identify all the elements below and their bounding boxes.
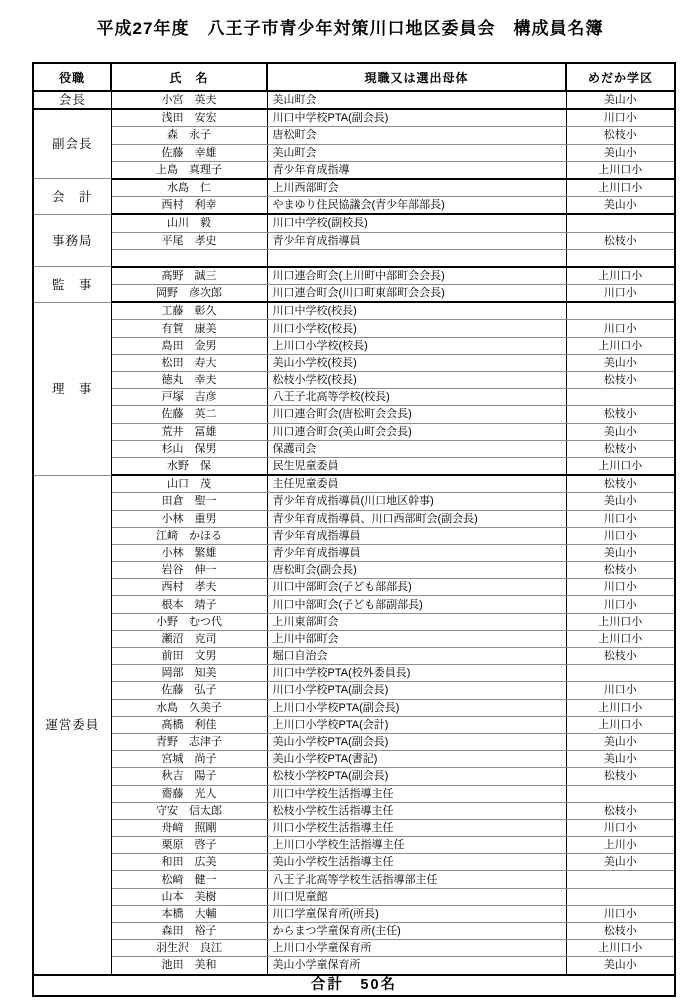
table-row [33, 214, 675, 232]
table-row [33, 940, 675, 957]
table-row [33, 232, 675, 249]
table-header [33, 63, 675, 91]
district-cell: 松枝小 [566, 406, 675, 423]
org-cell: 主任児童委員 [267, 475, 566, 493]
org-cell: 青少年育成指導 [267, 161, 566, 179]
org-cell: 松枝小学校(校長) [267, 372, 566, 389]
org-cell: 唐松町会 [267, 127, 566, 144]
table-row [33, 682, 675, 699]
district-cell: 美山小 [566, 751, 675, 768]
district-cell: 上川口小 [566, 337, 675, 354]
district-cell: 上川口小 [566, 940, 675, 957]
district-cell: 川口小 [566, 682, 675, 699]
table-row [33, 389, 675, 406]
name-cell: 岩谷 伸一 [111, 562, 267, 579]
table-row [33, 888, 675, 905]
district-cell: 川口小 [566, 285, 675, 303]
district-cell: 美山小 [566, 354, 675, 371]
org-cell: 青少年育成指導員、川口西部町会(副会長) [267, 510, 566, 527]
table-row [33, 596, 675, 613]
name-cell: 守安 信太郎 [111, 802, 267, 819]
name-cell: 島田 金男 [111, 337, 267, 354]
district-cell: 美山小 [566, 957, 675, 975]
name-cell: 杉山 保男 [111, 440, 267, 457]
table-row [33, 457, 675, 475]
name-cell: 佐藤 弘子 [111, 682, 267, 699]
table-row [33, 613, 675, 630]
district-cell: 上川口小 [566, 179, 675, 197]
district-cell: 川口小 [566, 596, 675, 613]
table-row [33, 648, 675, 665]
header-row [33, 63, 675, 91]
table-row [33, 871, 675, 888]
district-cell: 川口小 [566, 320, 675, 337]
name-cell: 山口 茂 [111, 475, 267, 493]
role-cell: 運営委員 [33, 475, 111, 974]
name-cell: 戸塚 吉彦 [111, 389, 267, 406]
table-row [33, 544, 675, 561]
org-cell: 川口中学校PTA(副会長) [267, 109, 566, 127]
table-row [33, 837, 675, 854]
district-cell [566, 665, 675, 682]
table-row [33, 372, 675, 389]
name-cell: 荒井 冨雄 [111, 423, 267, 440]
table-footer [33, 975, 675, 996]
district-cell: 美山小 [566, 493, 675, 510]
table-row [33, 144, 675, 161]
name-cell: 工藤 彰久 [111, 302, 267, 320]
table-row [33, 320, 675, 337]
org-cell: 青少年育成指導員 [267, 544, 566, 561]
org-cell: 川口中部町会(子ども部副部長) [267, 596, 566, 613]
district-cell: 上川小 [566, 837, 675, 854]
district-cell: 川口小 [566, 510, 675, 527]
role-cell: 理 事 [33, 302, 111, 475]
district-cell [566, 785, 675, 802]
org-cell: 松枝小学校生活指導主任 [267, 802, 566, 819]
table-row [33, 802, 675, 819]
district-cell [566, 888, 675, 905]
header-role: 役職 [33, 63, 111, 91]
name-cell: 瀬沼 克司 [111, 630, 267, 647]
name-cell: 森田 裕子 [111, 923, 267, 940]
district-cell [566, 214, 675, 232]
district-cell: 松枝小 [566, 562, 675, 579]
org-cell: 上川口小学校PTA(副会長) [267, 699, 566, 716]
district-cell: 上川口小 [566, 699, 675, 716]
org-cell: 川口連合町会(唐松町会会長) [267, 406, 566, 423]
name-cell: 前田 文男 [111, 648, 267, 665]
district-cell: 松枝小 [566, 475, 675, 493]
table-row [33, 579, 675, 596]
total-label: 合計 50名 [33, 975, 675, 996]
name-cell: 平尾 孝史 [111, 232, 267, 249]
district-cell: 上川口小 [566, 613, 675, 630]
name-cell: 小林 繁雄 [111, 544, 267, 561]
district-cell: 松枝小 [566, 372, 675, 389]
org-cell: 美山小学校PTA(副会長) [267, 733, 566, 750]
district-cell: 上川口小 [566, 161, 675, 179]
org-cell: 保護司会 [267, 440, 566, 457]
name-cell: 秋吉 陽子 [111, 768, 267, 785]
table-row [33, 923, 675, 940]
table-row [33, 751, 675, 768]
table-row [33, 510, 675, 527]
district-cell: 上川口小 [566, 630, 675, 647]
district-cell: 美山小 [566, 854, 675, 871]
org-cell: 八王子北高等学校生活指導部主任 [267, 871, 566, 888]
district-cell: 上川口小 [566, 716, 675, 733]
name-cell: 水島 久美子 [111, 699, 267, 716]
table-row [33, 562, 675, 579]
role-cell: 事務局 [33, 214, 111, 267]
org-cell: 川口中学校(副校長) [267, 214, 566, 232]
role-cell: 会 計 [33, 179, 111, 214]
org-cell: 川口中学校生活指導主任 [267, 785, 566, 802]
table-row [33, 854, 675, 871]
name-cell: 松﨑 健一 [111, 871, 267, 888]
name-cell: 栗原 啓子 [111, 837, 267, 854]
org-cell: 上川口小学校(校長) [267, 337, 566, 354]
table-row [33, 493, 675, 510]
district-cell: 川口小 [566, 527, 675, 544]
name-cell: 有賀 康美 [111, 320, 267, 337]
name-cell: 西村 孝夫 [111, 579, 267, 596]
name-cell: 岡野 彦次郎 [111, 285, 267, 303]
name-cell: 佐藤 英二 [111, 406, 267, 423]
table-row [33, 630, 675, 647]
org-cell: 川口連合町会(上川町中部町会会長) [267, 267, 566, 285]
name-cell: 髙野 誠三 [111, 267, 267, 285]
name-cell: 松田 寿大 [111, 354, 267, 371]
org-cell: 青少年育成指導員 [267, 232, 566, 249]
district-cell: 松枝小 [566, 440, 675, 457]
header-district: めだか学区 [566, 63, 675, 91]
org-cell: 青少年育成指導員(川口地区幹事) [267, 493, 566, 510]
district-cell: 美山小 [566, 544, 675, 561]
district-cell: 川口小 [566, 905, 675, 922]
name-cell: 小林 重男 [111, 510, 267, 527]
table-row [33, 665, 675, 682]
table-row [33, 475, 675, 493]
district-cell: 上川口小 [566, 457, 675, 475]
table-row [33, 768, 675, 785]
org-cell: 美山町会 [267, 91, 566, 109]
district-cell: 美山小 [566, 144, 675, 161]
district-cell: 松枝小 [566, 648, 675, 665]
name-cell: 小宮 英夫 [111, 91, 267, 109]
org-cell [267, 249, 566, 267]
header-org: 現職又は選出母体 [267, 63, 566, 91]
district-cell: 松枝小 [566, 232, 675, 249]
district-cell: 美山小 [566, 91, 675, 109]
page-title: 平成27年度 八王子市青少年対策川口地区委員会 構成員名簿 [96, 19, 604, 38]
name-cell: 徳丸 幸夫 [111, 372, 267, 389]
role-cell: 副会長 [33, 109, 111, 179]
name-cell: 田倉 聖一 [111, 493, 267, 510]
org-cell: 川口中部町会(子ども部部長) [267, 579, 566, 596]
table-row [33, 785, 675, 802]
org-cell: 川口中学校(校長) [267, 302, 566, 320]
org-cell: 川口学童保育所(所長) [267, 905, 566, 922]
org-cell: 美山小学校生活指導主任 [267, 854, 566, 871]
name-cell: 本橋 大輔 [111, 905, 267, 922]
org-cell: 民生児童委員 [267, 457, 566, 475]
role-cell: 監 事 [33, 267, 111, 302]
name-cell: 舟﨑 照剛 [111, 819, 267, 836]
org-cell: 川口小学校PTA(副会長) [267, 682, 566, 699]
district-cell: 上川口小 [566, 267, 675, 285]
district-cell: 松枝小 [566, 127, 675, 144]
district-cell: 松枝小 [566, 802, 675, 819]
name-cell: 西村 利幸 [111, 197, 267, 215]
org-cell: 上川口小学校PTA(会計) [267, 716, 566, 733]
role-cell: 会長 [33, 91, 111, 109]
name-cell: 池田 美和 [111, 957, 267, 975]
name-cell: 小野 むつ代 [111, 613, 267, 630]
org-cell: 川口児童館 [267, 888, 566, 905]
org-cell: 八王子北高等学校(校長) [267, 389, 566, 406]
name-cell: 佐藤 幸雄 [111, 144, 267, 161]
district-cell: 美山小 [566, 423, 675, 440]
table-row [33, 267, 675, 285]
district-cell: 松枝小 [566, 768, 675, 785]
name-cell: 水野 保 [111, 457, 267, 475]
district-cell: 美山小 [566, 733, 675, 750]
roster-table [32, 62, 676, 997]
district-cell: 美山小 [566, 197, 675, 215]
org-cell: 松枝小学校PTA(副会長) [267, 768, 566, 785]
org-cell: 上川西部町会 [267, 179, 566, 197]
org-cell: 上川東部町会 [267, 613, 566, 630]
table-row [33, 957, 675, 975]
org-cell: やまゆり住民協議会(青少年部部長) [267, 197, 566, 215]
district-cell: 川口小 [566, 579, 675, 596]
name-cell: 山川 毅 [111, 214, 267, 232]
table-row [33, 249, 675, 267]
org-cell: 上川口小学童保育所 [267, 940, 566, 957]
org-cell: 川口小学校生活指導主任 [267, 819, 566, 836]
table-row [33, 905, 675, 922]
table-row [33, 109, 675, 127]
district-cell: 松枝小 [566, 923, 675, 940]
org-cell: 上川中部町会 [267, 630, 566, 647]
table-row [33, 127, 675, 144]
table-row [33, 91, 675, 109]
org-cell: 青少年育成指導員 [267, 527, 566, 544]
org-cell: 川口連合町会(川口町東部町会会長) [267, 285, 566, 303]
district-cell [566, 389, 675, 406]
table-row [33, 527, 675, 544]
name-cell: 上島 真理子 [111, 161, 267, 179]
table-row [33, 423, 675, 440]
name-cell [111, 249, 267, 267]
name-cell: 江﨑 かほる [111, 527, 267, 544]
table-row [33, 337, 675, 354]
table-row [33, 161, 675, 179]
name-cell: 水島 仁 [111, 179, 267, 197]
name-cell: 和田 広美 [111, 854, 267, 871]
name-cell: 宮城 尚子 [111, 751, 267, 768]
header-name: 氏 名 [111, 63, 267, 91]
org-cell: 川口中学校PTA(校外委員長) [267, 665, 566, 682]
org-cell: 川口小学校(校長) [267, 320, 566, 337]
district-cell: 川口小 [566, 819, 675, 836]
table-row [33, 733, 675, 750]
org-cell: 美山小学校(校長) [267, 354, 566, 371]
name-cell: 齋藤 光人 [111, 785, 267, 802]
name-cell: 山本 美樹 [111, 888, 267, 905]
table-row [33, 354, 675, 371]
table-row [33, 440, 675, 457]
district-cell [566, 302, 675, 320]
org-cell: 美山小学校PTA(書記) [267, 751, 566, 768]
name-cell: 森 永子 [111, 127, 267, 144]
name-cell: 羽生沢 良江 [111, 940, 267, 957]
name-cell: 髙橋 利佳 [111, 716, 267, 733]
table-row [33, 716, 675, 733]
table-row [33, 285, 675, 303]
org-cell: 堀口自治会 [267, 648, 566, 665]
name-cell: 岡部 知美 [111, 665, 267, 682]
name-cell: 浅田 安宏 [111, 109, 267, 127]
org-cell: 唐松町会(副会長) [267, 562, 566, 579]
district-cell [566, 871, 675, 888]
district-cell [566, 249, 675, 267]
table-row [33, 302, 675, 320]
table-row [33, 179, 675, 197]
table-row [33, 819, 675, 836]
org-cell: 美山小学童保育所 [267, 957, 566, 975]
total-row [33, 975, 675, 996]
org-cell: からまつ学童保育所(主任) [267, 923, 566, 940]
table-body [33, 91, 675, 975]
org-cell: 川口連合町会(美山町会会長) [267, 423, 566, 440]
name-cell: 根本 靖子 [111, 596, 267, 613]
district-cell: 川口小 [566, 109, 675, 127]
name-cell: 青野 志津子 [111, 733, 267, 750]
table-row [33, 197, 675, 215]
org-cell: 上川口小学校生活指導主任 [267, 837, 566, 854]
org-cell: 美山町会 [267, 144, 566, 161]
table-row [33, 699, 675, 716]
table-row [33, 406, 675, 423]
